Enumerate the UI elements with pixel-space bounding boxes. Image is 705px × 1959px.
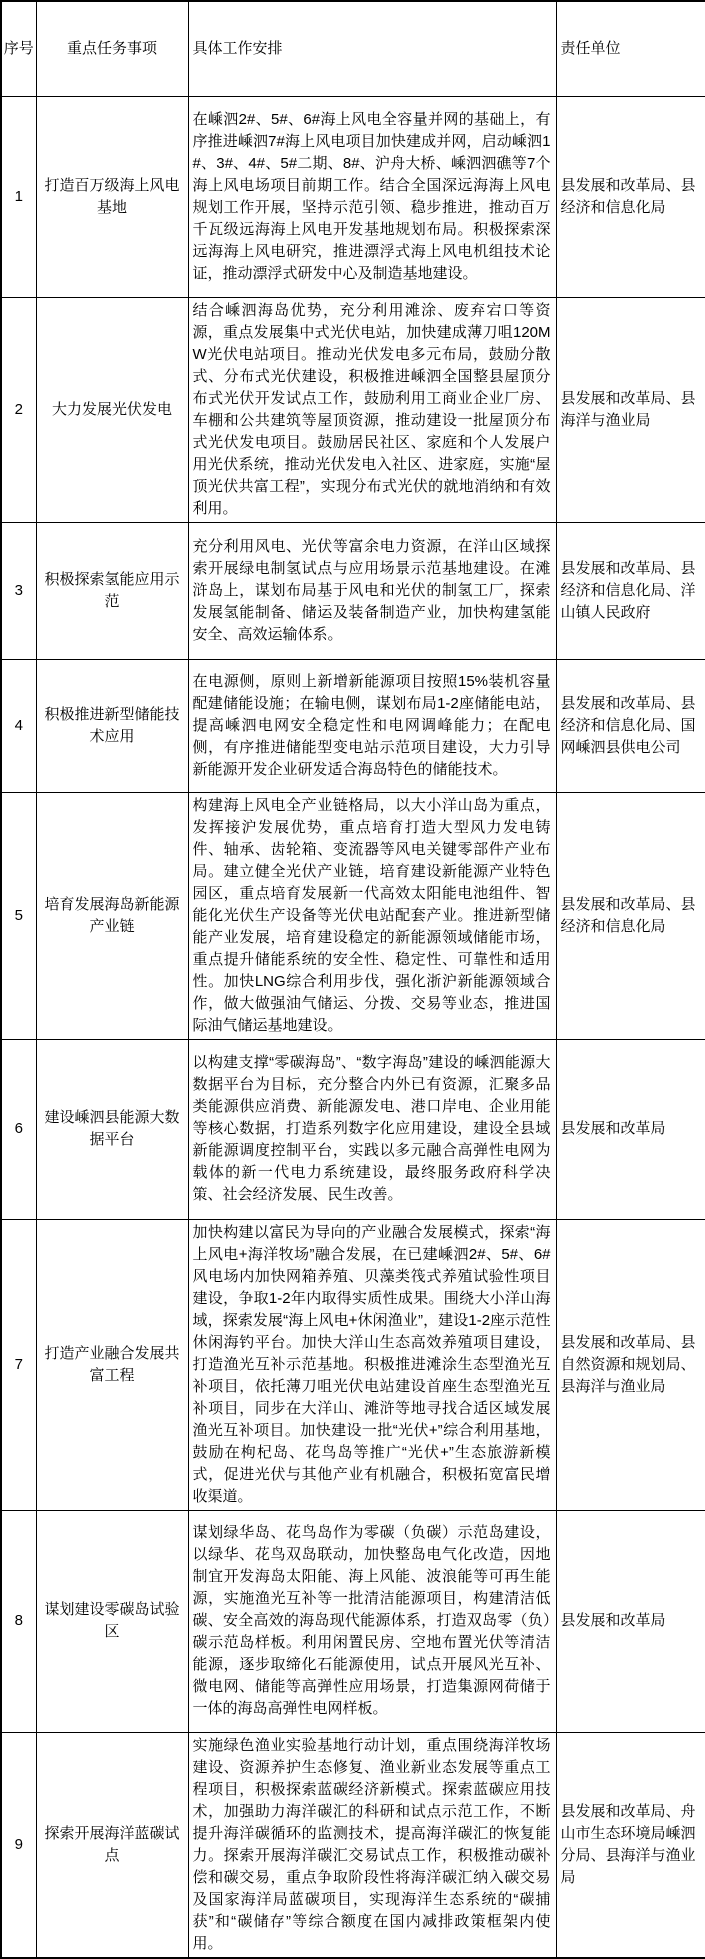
work-arrangement-cell: 实施绿色渔业实验基地行动计划，重点围绕海洋牧场建设、资源养护生态修复、渔业新业态发展等重点工程项目，积极探索蓝碳经济新模式。探索蓝碳应用技术，加强助力海洋碳汇的科研和试点示范工作，不断提升海洋碳循环的监测技术，提高海洋碳汇的恢复能力。探索开展海洋碳汇交易试点工作，积极推动碳补偿和碳交易，重点争取阶段性将海洋碳汇纳入碳交易及国家海洋局蓝碳项目，实现海洋生态系统的“碳捕获”和“碳储存”等综合额度在国内减排政策框架内使用。 <box>188 1732 556 1958</box>
responsible-unit-cell: 县发展和改革局 <box>556 1039 705 1219</box>
task-name-cell: 探索开展海洋蓝碳试点 <box>36 1732 188 1958</box>
work-arrangement-cell: 在嵊泗2#、5#、6#海上风电全容量并网的基础上，有序推进嵊泗7#海上风电项目加快建成并网，启动嵊泗1#、3#、4#、5#二期、8#、沪舟大桥、嵊泗泗礁等7个海上风电场项目前期工作。结合全国深远海海上风电规划工作开展，坚持示范引领、稳步推进，推动百万千瓦级远海海上风电开发基地规划布局。积极探索深远海海上风电研究，推进漂浮式海上风电机组技术论证，推动漂浮式研发中心及制造基地建设。 <box>188 96 556 297</box>
header-cell-unit: 责任单位 <box>556 1 705 96</box>
responsible-unit-cell: 县发展和改革局、县海洋与渔业局 <box>556 297 705 522</box>
row-number-cell: 9 <box>1 1732 36 1958</box>
row-number-cell: 5 <box>1 792 36 1039</box>
work-arrangement-cell: 在电源侧，原则上新增新能源项目按照15%装机容量配建储能设施；在输电侧，谋划布局1-2座储能电站，提高嵊泗电网安全稳定性和电网调峰能力；在配电侧，有序推进储能型变电站示范项目建设，大力引导新能源开发企业研发适合海岛特色的储能技术。 <box>188 659 556 792</box>
table-row <box>1 522 705 659</box>
task-name-cell: 大力发展光伏发电 <box>36 297 188 522</box>
responsible-unit-cell: 县发展和改革局、县经济和信息化局 <box>556 96 705 297</box>
task-name-cell: 打造百万级海上风电基地 <box>36 96 188 297</box>
responsible-unit-cell: 县发展和改革局 <box>556 1510 705 1732</box>
table-row <box>1 96 705 297</box>
header-cell-task: 重点任务事项 <box>36 1 188 96</box>
responsible-unit-cell: 县发展和改革局、舟山市生态环境局嵊泗分局、县海洋与渔业局 <box>556 1732 705 1958</box>
row-number-cell: 3 <box>1 522 36 659</box>
row-number-cell: 4 <box>1 659 36 792</box>
task-name-cell: 积极推进新型储能技术应用 <box>36 659 188 792</box>
header-cell-work: 具体工作安排 <box>188 1 556 96</box>
work-arrangement-cell: 充分利用风电、光伏等富余电力资源，在洋山区域探索开展绿电制氢试点与应用场景示范基地建设。在滩浒岛上，谋划布局基于风电和光伏的制氢工厂，探索发展氢能制备、储运及装备制造产业，加快构建氢能安全、高效运输体系。 <box>188 522 556 659</box>
header-cell-number: 序号 <box>1 1 36 96</box>
table-row <box>1 659 705 792</box>
table-row <box>1 1219 705 1510</box>
work-arrangement-cell: 以构建支撑“零碳海岛”、“数字海岛”建设的嵊泗能源大数据平台为目标，充分整合内外已有资源，汇聚多品类能源供应消费、新能源发电、港口岸电、企业用能等核心数据，打造系列数字化应用建设，建设全县域新能源调度控制平台，实践以多元融合高弹性电网为载体的新一代电力系统建设，最终服务政府科学决策、社会经济发展、民生改善。 <box>188 1039 556 1219</box>
work-arrangement-cell: 结合嵊泗海岛优势，充分利用滩涂、废弃宕口等资源，重点发展集中式光伏电站，加快建成薄刀咀120MW光伏电站项目。推动光伏发电多元布局，鼓励分散式、分布式光伏建设，积极推进嵊泗全国整县屋顶分布式光伏开发试点工作，鼓励利用工商业企业厂房、车棚和公共建筑等屋顶资源，推动建设一批屋顶分布式光伏发电项目。鼓励居民社区、家庭和个人发展户用光伏系统，推动光伏发电入社区、进家庭，实施“屋顶光伏共富工程”，实现分布式光伏的就地消纳和有效利用。 <box>188 297 556 522</box>
row-number-cell: 1 <box>1 96 36 297</box>
task-name-cell: 谋划建设零碳岛试验区 <box>36 1510 188 1732</box>
work-arrangement-cell: 构建海上风电全产业链格局，以大小洋山岛为重点，发挥接沪发展优势，重点培育打造大型风力发电铸件、轴承、齿轮箱、变流器等风电关键零部件产业布局。建立健全光伏产业链，培育建设新能源产业特色园区，重点培育发展新一代高效太阳能电池组件、智能化光伏生产设备等光伏电站配套产业。推进新型储能产业发展，培育建设稳定的新能源领域储能市场，重点提升储能系统的安全性、稳定性、可靠性和适用性。加快LNG综合利用步伐，强化浙沪新能源领域合作，做大做强油气储运、分拨、交易等业态，推进国际油气储运基地建设。 <box>188 792 556 1039</box>
work-arrangement-cell: 加快构建以富民为导向的产业融合发展模式，探索“海上风电+海洋牧场”融合发展，在已建嵊泗2#、5#、6#风电场内加快网箱养殖、贝藻类筏式养殖试验性项目建设，争取1-2年内取得实质性成果。围绕大小洋山海域，探索发展“海上风电+休闲渔业”，建设1-2座示范性休闲海钓平台。加快大洋山生态高效养殖项目建设，打造渔光互补示范基地。积极推进滩涂生态型渔光互补项目，依托薄刀咀光伏电站建设首座生态型渔光互补项目，同步在大洋山、滩浒等地寻找合适区域发展渔光互补项目。加快建设一批“光伏+”综合利用基地，鼓励在枸杞岛、花鸟岛等推广“光伏+”生态旅游新模式，促进光伏与其他产业有机融合，积极拓宽富民增收渠道。 <box>188 1219 556 1510</box>
row-number-cell: 6 <box>1 1039 36 1219</box>
row-number-cell: 8 <box>1 1510 36 1732</box>
table-header-row <box>1 1 705 96</box>
table-row <box>1 297 705 522</box>
responsible-unit-cell: 县发展和改革局、县经济和信息化局 <box>556 792 705 1039</box>
responsible-unit-cell: 县发展和改革局、县经济和信息化局、洋山镇人民政府 <box>556 522 705 659</box>
task-name-cell: 培育发展海岛新能源产业链 <box>36 792 188 1039</box>
responsible-unit-cell: 县发展和改革局、县自然资源和规划局、县海洋与渔业局 <box>556 1219 705 1510</box>
task-name-cell: 积极探索氢能应用示范 <box>36 522 188 659</box>
table-row <box>1 1732 705 1958</box>
table-row <box>1 792 705 1039</box>
work-arrangement-cell: 谋划绿华岛、花鸟岛作为零碳（负碳）示范岛建设，以绿华、花鸟双岛联动，加快整岛电气化改造，因地制宜开发海岛太阳能、海上风能、波浪能等可再生能源，实施渔光互补等一批清洁能源项目，构建清洁低碳、安全高效的海岛现代能源体系，打造双岛零（负）碳示范岛样板。利用闲置民房、空地布置光伏等清洁能源，逐步取缔化石能源使用，试点开展风光互补、微电网、储能等高弹性应用场景，打造集源网荷储于一体的海岛高弹性电网样板。 <box>188 1510 556 1732</box>
responsible-unit-cell: 县发展和改革局、县经济和信息化局、国网嵊泗县供电公司 <box>556 659 705 792</box>
row-number-cell: 7 <box>1 1219 36 1510</box>
table-row <box>1 1510 705 1732</box>
task-name-cell: 建设嵊泗县能源大数据平台 <box>36 1039 188 1219</box>
task-name-cell: 打造产业融合发展共富工程 <box>36 1219 188 1510</box>
row-number-cell: 2 <box>1 297 36 522</box>
table-row <box>1 1039 705 1219</box>
